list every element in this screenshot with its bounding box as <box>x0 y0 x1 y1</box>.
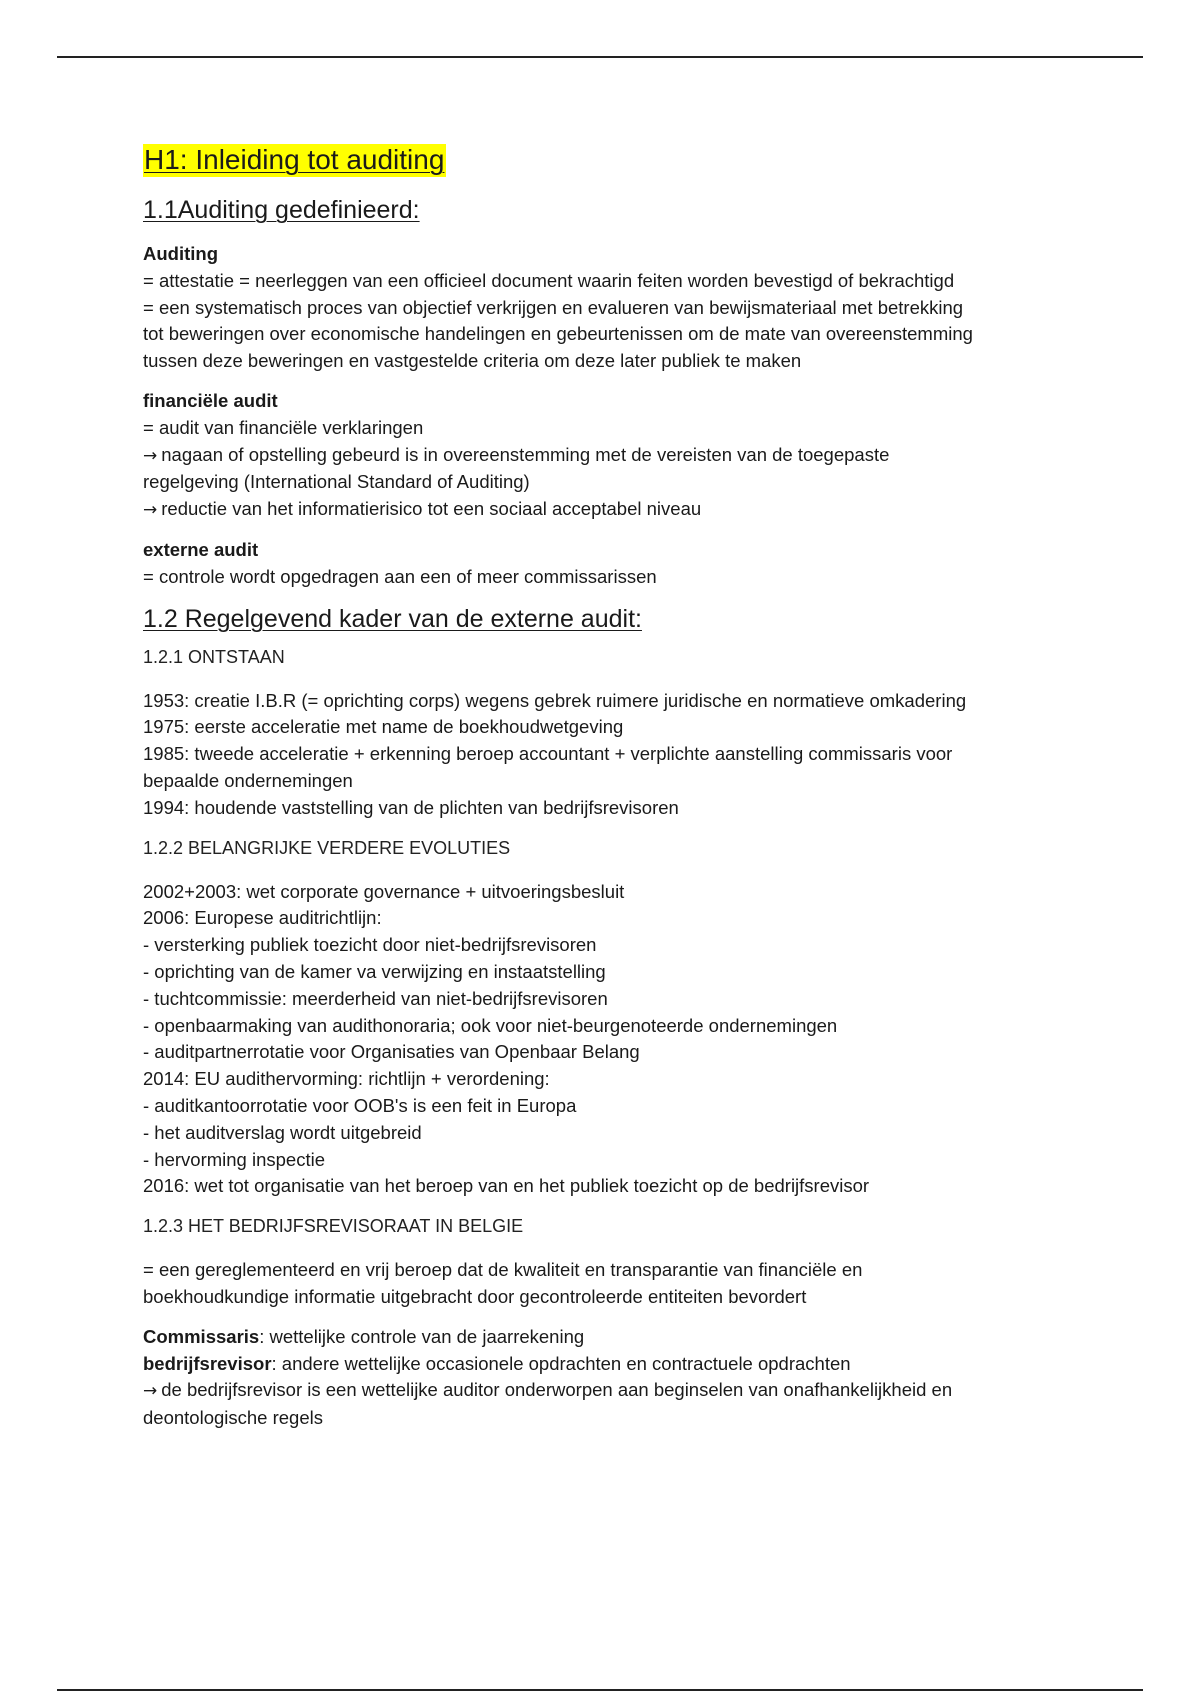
chapter-title: H1: Inleiding tot auditing <box>144 144 445 175</box>
definition-line: boekhoudkundige informatie uitgebracht door gecontroleerde entiteiten bevordert <box>143 1285 807 1307</box>
list-item: 1953: creatie I.B.R (= oprichting corps) wegens gebrek ruimere juridische en normatieve omkadering <box>143 689 967 711</box>
arrow-point: → reductie van het informatierisico tot een sociaal acceptabel niveau <box>143 496 1073 524</box>
term-commissaris: Commissaris <box>143 1325 260 1347</box>
list-item: 2006: Europese auditrichtlijn: <box>143 907 382 929</box>
commissaris-line: Commissaris: wettelijke controle van de jaarrekening <box>143 1325 585 1347</box>
document-body <box>143 143 1073 1445</box>
list-item: 1975: eerste acceleratie met name de boekhoudwetgeving <box>143 716 624 738</box>
term-auditing: Auditing <box>143 243 219 264</box>
list-item: - auditpartnerrotatie voor Organisaties van Openbaar Belang <box>143 1041 640 1063</box>
roles-definition <box>143 1324 1073 1432</box>
term-financial-audit: financiële audit <box>143 389 278 411</box>
header-rule <box>57 56 1143 58</box>
arrow-point: → de bedrijfsrevisor is een wettelijke auditor onderworpen aan beginselen van onafhankelijkheid en <box>143 1377 1073 1405</box>
evoluties-list <box>143 879 1073 1201</box>
financial-audit-definition <box>143 388 1073 524</box>
definition-line: = controle wordt opgedragen aan een of meer commissarissen <box>143 565 657 587</box>
section-heading-1-1: 1.1Auditing gedefinieerd: <box>143 196 420 224</box>
list-item: 2016: wet tot organisatie van het beroep van en het publiek toezicht op de bedrijfsrevisor <box>143 1175 870 1197</box>
list-item: - tuchtcommissie: meerderheid van niet-bedrijfsrevisoren <box>143 987 608 1009</box>
bedrijfsrevisoraat-definition <box>143 1257 1073 1311</box>
external-audit-definition <box>143 537 1073 591</box>
list-item: - versterking publiek toezicht door niet-bedrijfsrevisoren <box>143 934 597 956</box>
definition-line: = attestatie = neerleggen van een officieel document waarin feiten worden bevestigd of bekrachtigd <box>143 269 955 291</box>
bedrijfsrevisor-line: bedrijfsrevisor: andere wettelijke occasionele opdrachten en contractuele opdrachten <box>143 1352 851 1374</box>
list-item: 2014: EU audithervorming: richtlijn + verordening: <box>143 1068 550 1090</box>
definition-line: = een systematisch proces van objectief verkrijgen en evalueren van bewijsmateriaal met betrekking <box>143 296 964 318</box>
definition-line: deontologische regels <box>143 1407 323 1429</box>
definition-line: regelgeving (International Standard of Auditing) <box>143 471 530 493</box>
subsection-heading-1-2-1: 1.2.1 ONTSTAAN <box>143 646 285 667</box>
auditing-definition <box>143 241 1073 375</box>
list-item: - het auditverslag wordt uitgebreid <box>143 1121 422 1143</box>
definition-line: tot beweringen over economische handelingen en gebeurtenissen om de mate van overeenstemming <box>143 323 973 345</box>
list-item: - hervorming inspectie <box>143 1148 325 1170</box>
arrow-right-icon: → <box>143 1381 158 1402</box>
subsection-heading-1-2-3: 1.2.3 HET BEDRIJFSREVISORAAT IN BELGIE <box>143 1216 524 1237</box>
list-item: 1985: tweede acceleratie + erkenning beroep accountant + verplichte aanstelling commissaris voor <box>143 743 953 765</box>
definition-line: = audit van financiële verklaringen <box>143 416 424 438</box>
definition-line: tussen deze beweringen en vastgestelde criteria om deze later publiek te maken <box>143 350 802 372</box>
list-item: 1994: houdende vaststelling van de plichten van bedrijfsrevisoren <box>143 796 679 818</box>
list-item: - openbaarmaking van audithonoraria; ook voor niet-beurgenoteerde ondernemingen <box>143 1014 838 1036</box>
definition-line: = een gereglementeerd en vrij beroep dat de kwaliteit en transparantie van financiële en <box>143 1259 863 1281</box>
arrow-right-icon: → <box>143 445 158 466</box>
arrow-right-icon: → <box>143 500 158 521</box>
footer-rule <box>57 1689 1143 1691</box>
list-item: - oprichting van de kamer va verwijzing en instaatstelling <box>143 960 606 982</box>
section-heading-1-2: 1.2 Regelgevend kader van de externe audit: <box>143 604 642 633</box>
list-item: bepaalde ondernemingen <box>143 769 353 791</box>
ontstaan-list <box>143 688 1073 822</box>
list-item: - auditkantoorrotatie voor OOB's is een feit in Europa <box>143 1094 577 1116</box>
list-item: 2002+2003: wet corporate governance + uitvoeringsbesluit <box>143 880 625 902</box>
term-bedrijfsrevisor: bedrijfsrevisor <box>143 1352 272 1374</box>
term-external-audit: externe audit <box>143 538 259 560</box>
arrow-point: → nagaan of opstelling gebeurd is in overeenstemming met de vereisten van de toegepaste <box>143 442 1073 470</box>
subsection-heading-1-2-2: 1.2.2 BELANGRIJKE VERDERE EVOLUTIES <box>143 837 511 858</box>
